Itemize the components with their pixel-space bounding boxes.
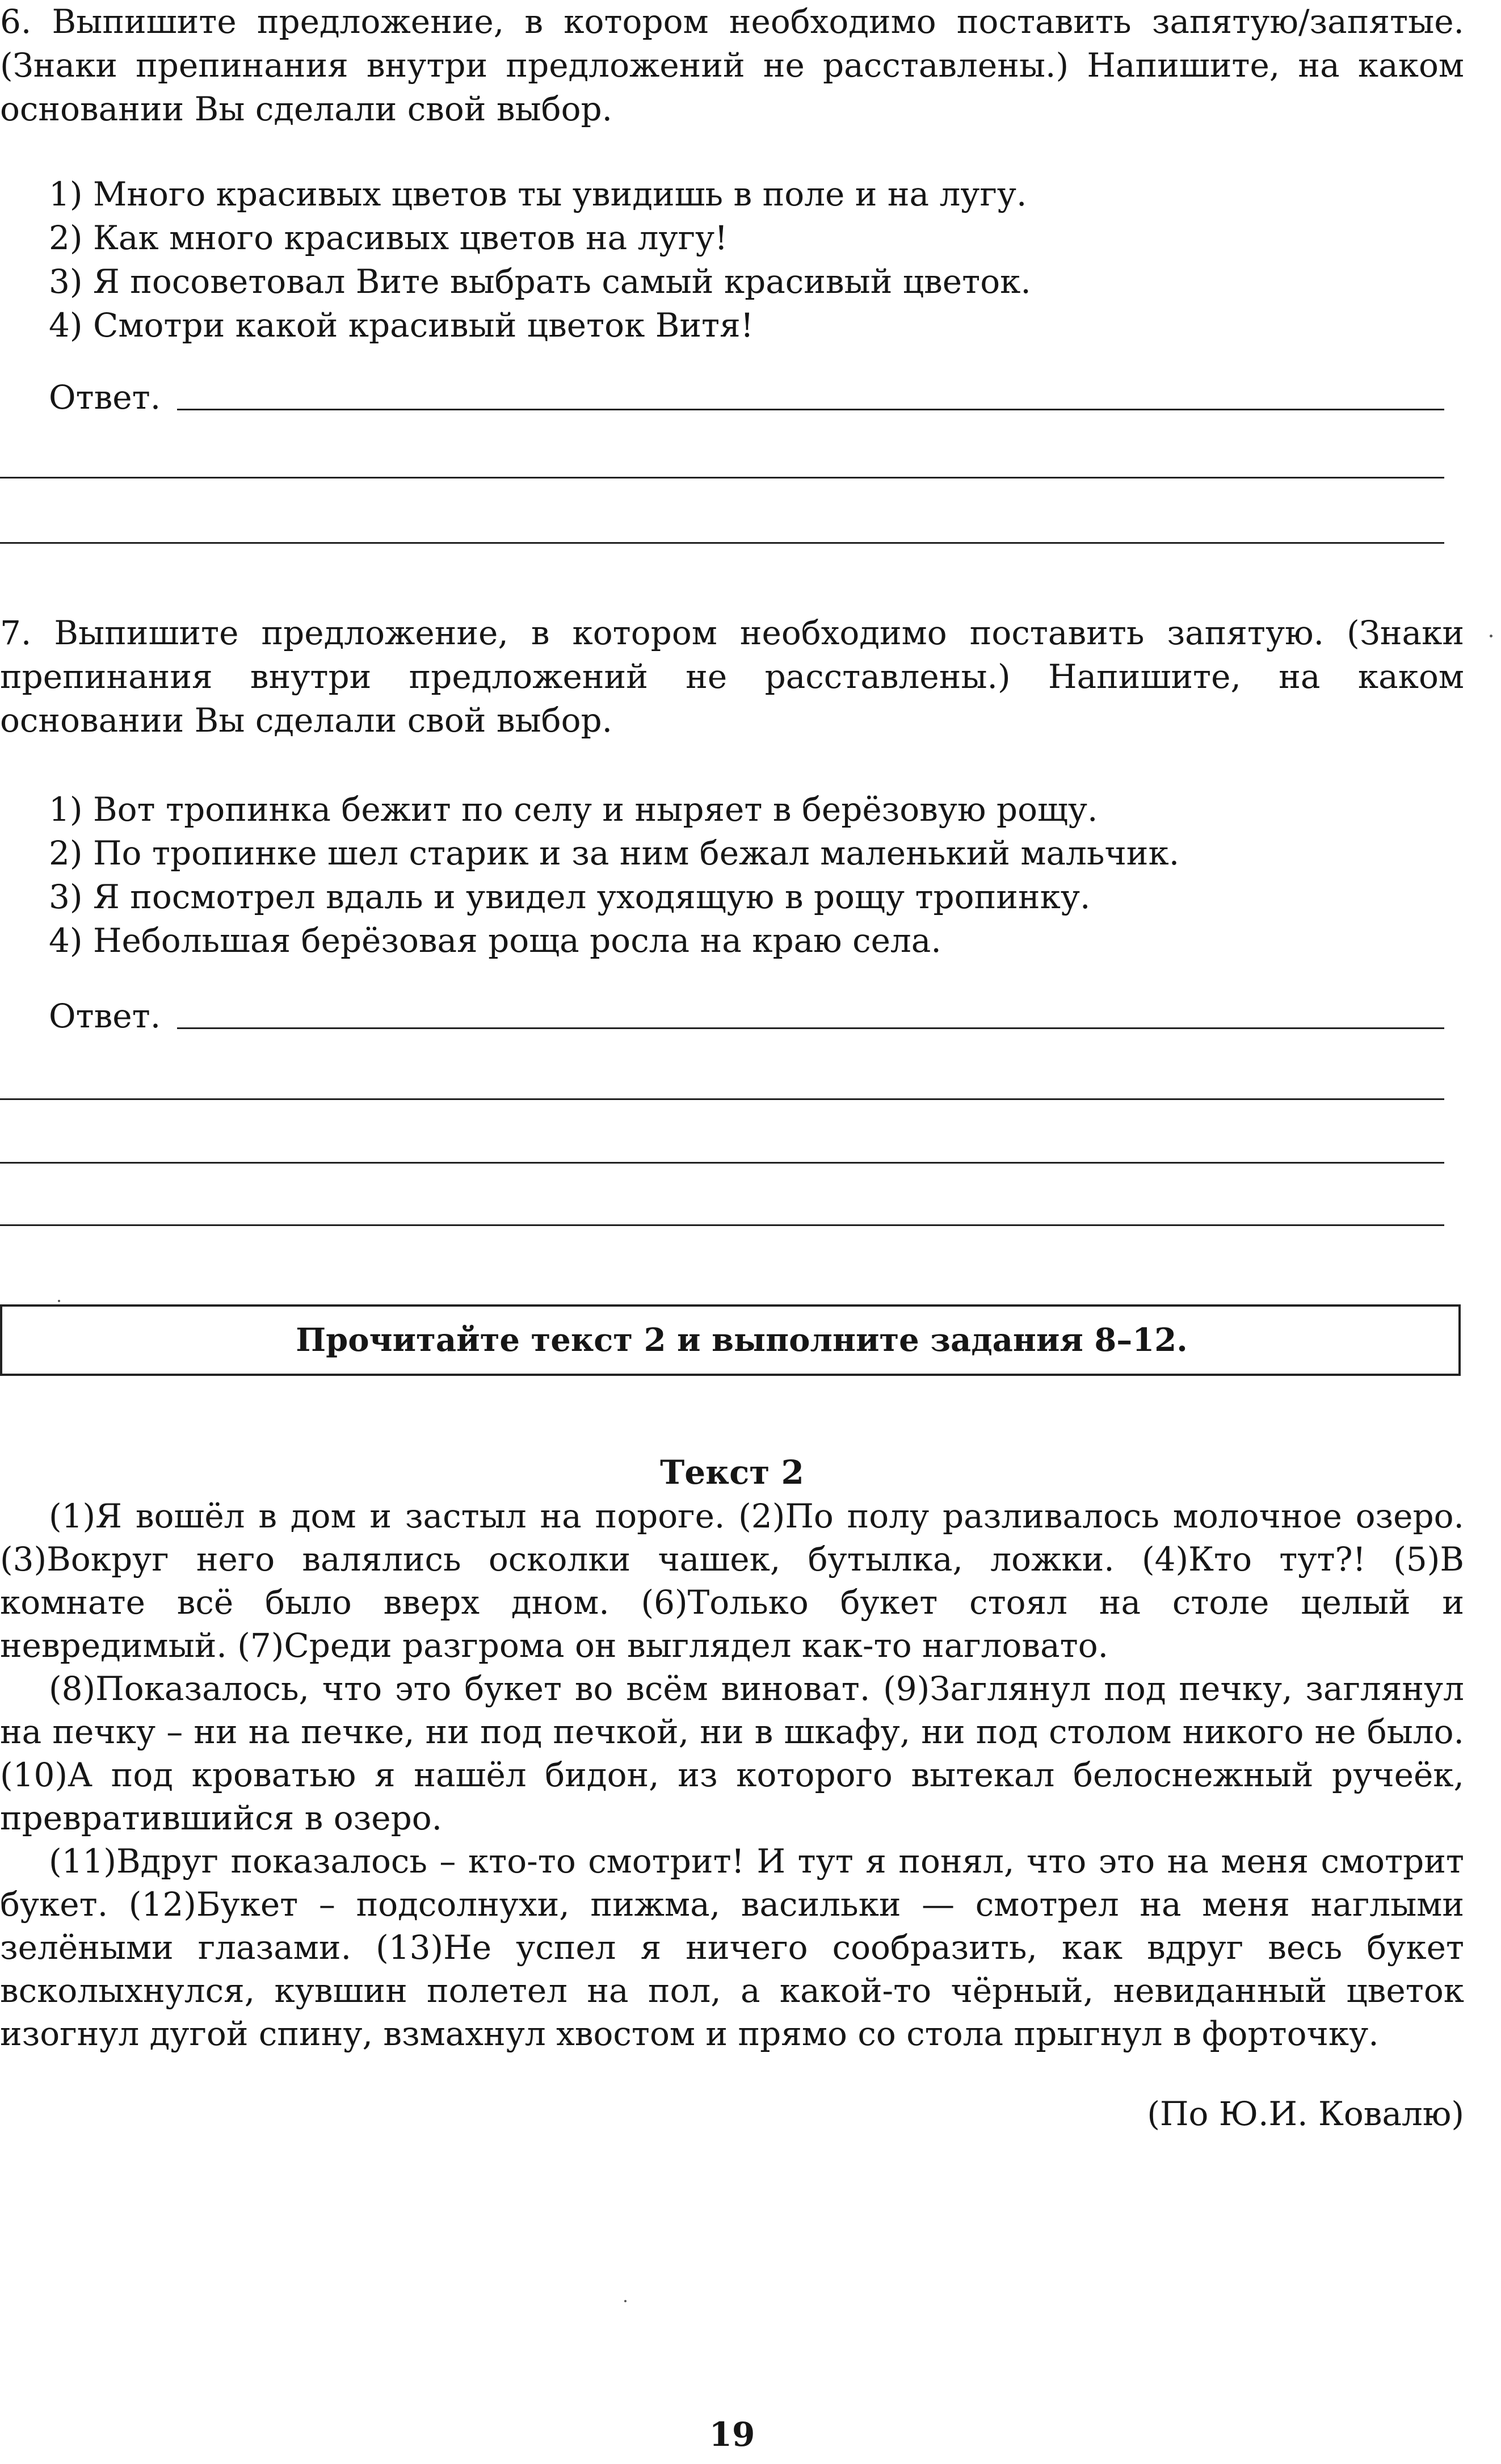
task6-prompt: 6. Выпишите предложение, в котором необходимо поставить запятую/запятые. (Знаки препинания внутри предложений не расставлены.) Напишите, на каком основании Вы сделали свой выбор. xyxy=(0,2,1464,128)
text2-paragraph-1: (1)Я вошёл в дом и застыл на пороге. (2)По полу разливалось молочное озеро. (3)Вокруг него валялись осколки чашек, бутылка, ложки. (4)Кто тут?! (5)В комнате всё было вверх дном. (6)Только букет стоял на столе целый и невредимый. (7)Среди разгрома он выглядел как-то нагловато. xyxy=(0,1497,1464,1665)
task7-option-3: 3) Я посмотрел вдаль и увидел уходящую в рощу тропинку. xyxy=(49,878,1091,916)
task7-prompt: 7. Выпишите предложение, в котором необходимо поставить запятую. (Знаки препинания внутри предложений не расставлены.) Напишите, на каком основании Вы сделали свой выбор. xyxy=(0,614,1464,740)
task6-answer-line-3[interactable] xyxy=(0,542,1444,544)
task6-answer-line-1[interactable] xyxy=(177,409,1444,410)
task7-option-2: 2) По тропинке шел старик и за ним бежал маленький мальчик. xyxy=(49,834,1180,872)
task7-answer-label: Ответ. xyxy=(49,997,161,1035)
task7-answer-line-1[interactable] xyxy=(177,1027,1444,1029)
page-number: 19 xyxy=(709,2415,755,2454)
text2-body xyxy=(0,1495,1464,2055)
instruction-banner: Прочитайте текст 2 и выполните задания 8–12. xyxy=(0,1304,1461,1376)
task7-option-4: 4) Небольшая берёзовая роща росла на краю села. xyxy=(49,921,941,960)
text2-paragraph-2: (8)Показалось, что это букет во всём виноват. (9)Заглянул под печку, заглянул на печку – ни на печке, ни под печкой, ни в шкафу, ни под столом никого не было. (10)А под кроватью я нашёл бидон, из которого вытекал белоснежный ручеёк, превратившийся в озеро. xyxy=(0,1669,1464,1837)
task6-answer-label: Ответ. xyxy=(49,378,161,417)
task7-answer-line-3[interactable] xyxy=(0,1162,1444,1164)
text2-source: (По Ю.И. Ковалю) xyxy=(1147,2094,1464,2133)
task7-answer-line-2[interactable] xyxy=(0,1098,1444,1100)
task7-option-1: 1) Вот тропинка бежит по селу и ныряет в берёзовую рощу. xyxy=(49,790,1098,829)
scan-speck xyxy=(1490,635,1492,637)
text2-title: Текст 2 xyxy=(660,1453,804,1492)
task6-option-1: 1) Много красивых цветов ты увидишь в поле и на лугу. xyxy=(49,175,1027,213)
text2-paragraph-3: (11)Вдруг показалось – кто-то смотрит! И тут я понял, что это на меня смотрит букет. (12)Букет – подсолнухи, пижма, васильки — смотрел на меня наглыми зелёными глазами. (13)Не успел я ничего сообразить, как вдруг весь букет всколыхнулся, кувшин полетел на пол, а какой-то чёрный, невиданный цветок изогнул дугой спину, взмахнул хвостом и прямо со стола прыгнул в форточку. xyxy=(0,1842,1464,2053)
task6-option-3: 3) Я посоветовал Вите выбрать самый красивый цветок. xyxy=(49,262,1031,301)
scan-speck xyxy=(624,2300,627,2302)
task6-options xyxy=(49,173,1411,347)
task6-option-2: 2) Как много красивых цветов на лугу! xyxy=(49,219,728,257)
task6-option-4: 4) Смотри какой красивый цветок Витя! xyxy=(49,306,754,345)
task7-answer-line-4[interactable] xyxy=(0,1224,1444,1226)
task6-answer-line-2[interactable] xyxy=(0,477,1444,478)
scan-speck xyxy=(58,1300,60,1302)
task7-options xyxy=(49,788,1411,963)
